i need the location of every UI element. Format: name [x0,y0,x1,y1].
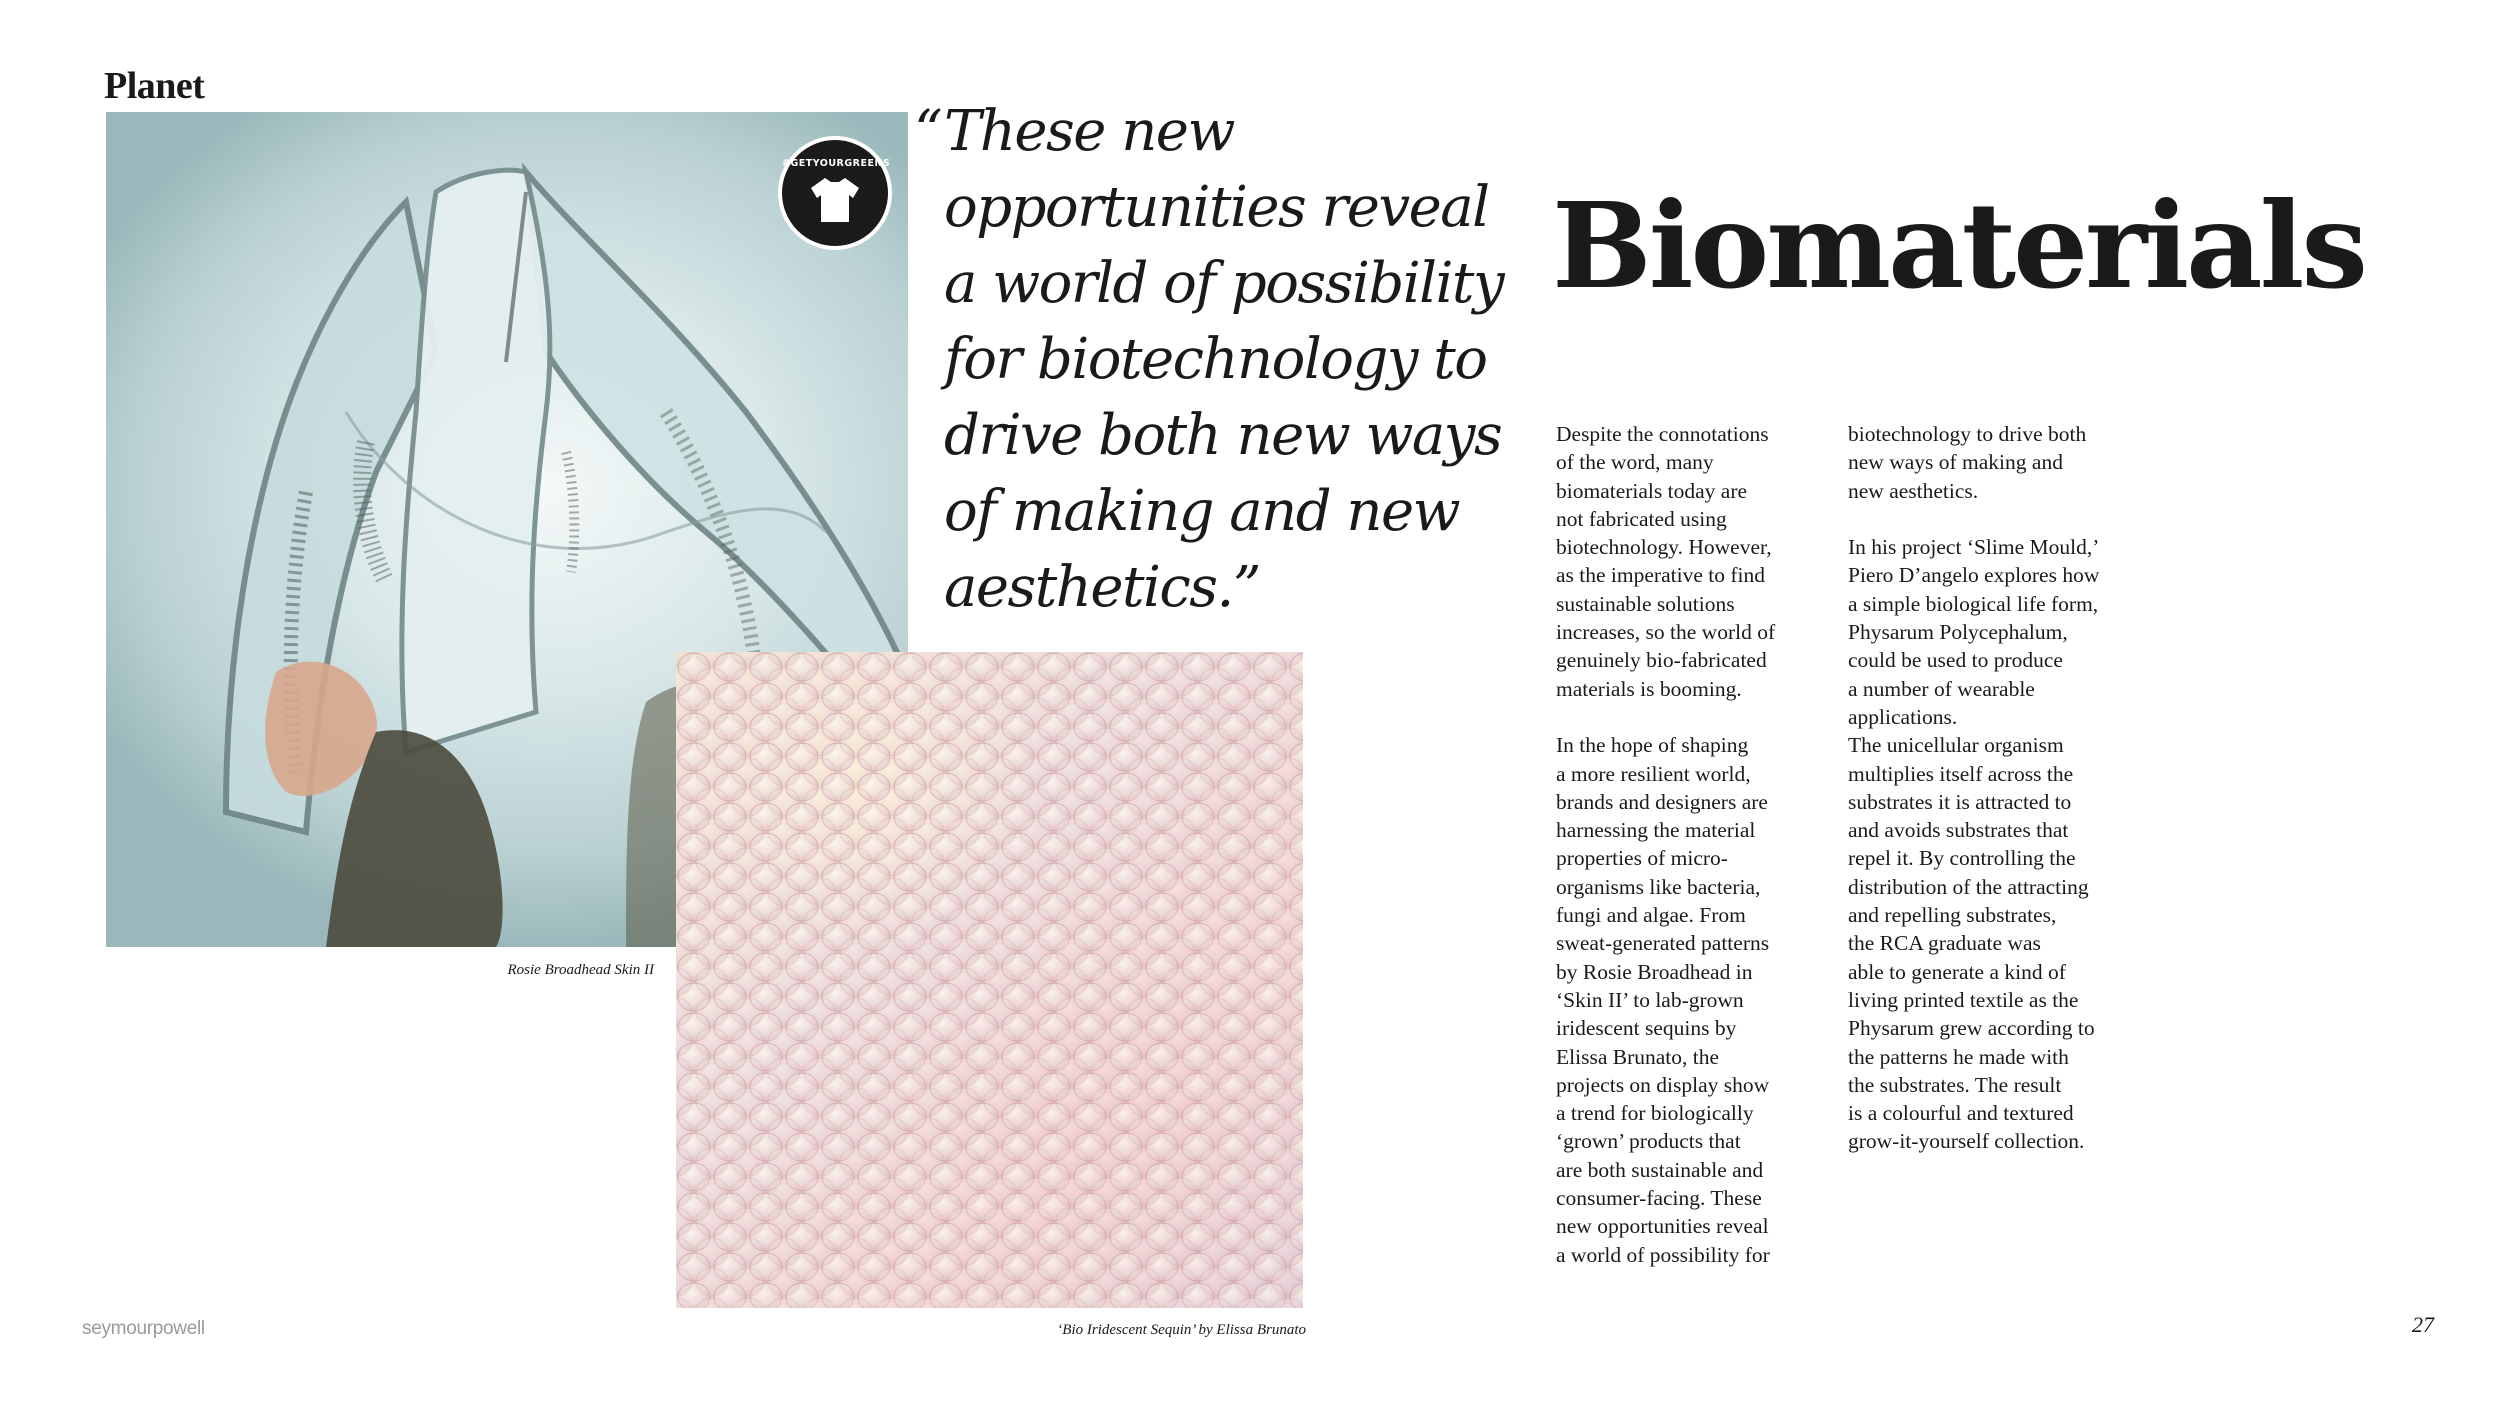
pull-quote-open-mark: “ [914,99,942,164]
pull-quote-line: a world of possibility [944,251,1504,316]
body-text-line: Physarum grew according to [1848,1016,2095,1041]
pull-quote-line: opportunities reveal [944,175,1489,240]
caption-skin-ii: Rosie Broadhead Skin II [507,962,654,978]
body-text-line: ‘grown’ products that [1556,1129,1741,1154]
pull-quote-line: drive both new ways [944,403,1502,468]
body-text-line: biotechnology. However, [1556,535,1772,560]
body-column-right [1848,420,2138,1156]
caption-bio-iridescent-sequin: ‘Bio Iridescent Sequin’ by Elissa Brunato [1057,1322,1306,1338]
body-text-line: biotechnology to drive both [1848,422,2087,446]
body-text-line: In the hope of shaping [1556,733,1749,758]
body-text-line: biomaterials today are [1556,478,1748,503]
body-column-left [1556,420,1846,1269]
body-text-line: a more resilient world, [1556,761,1751,786]
body-text-line: the patterns he made with [1848,1044,2069,1069]
body-text-line: projects on display show [1556,1072,1770,1097]
body-text-line: applications. [1848,704,1958,729]
pull-quote-line: aesthetics.” [944,555,1260,620]
body-text-line: Physarum Polycephalum, [1848,620,2068,645]
body-text-line: and repelling substrates, [1848,903,2057,928]
paragraph-break [1848,505,2138,533]
body-text-line: iridescent sequins by [1556,1016,1737,1041]
sequin-illustration [676,652,1303,1308]
body-text-line: a number of wearable [1848,676,2035,701]
body-text-line: sweat-generated patterns [1556,931,1770,956]
paragraph-break [1556,703,1846,731]
body-text-line: materials is booming. [1556,676,1742,701]
pull-quote-line: These new [944,99,1234,164]
body-text-line: as the imperative to find [1556,563,1765,588]
body-text-line: properties of micro- [1556,846,1728,871]
body-text-line: a world of possibility for [1556,1242,1770,1267]
body-text-line: the substrates. The result [1848,1072,2062,1097]
body-text-line: living printed textile as the [1848,987,2079,1012]
body-text-line: brands and designers are [1556,789,1768,814]
body-text-line: by Rosie Broadhead in [1556,959,1753,984]
body-text-line: ‘Skin II’ to lab-grown [1556,987,1744,1012]
body-text-line: new opportunities reveal [1556,1214,1769,1239]
pull-quote-line: for biotechnology to [944,327,1487,392]
body-text-line: of the word, many [1556,450,1714,475]
body-text-line: Piero D’angelo explores how [1848,563,2100,588]
pull-quote-line: of making and new [944,479,1460,544]
body-text-line: Despite the connotations [1556,422,1769,446]
photo-bio-iridescent-sequin [676,652,1303,1308]
body-text-line: are both sustainable and [1556,1157,1764,1182]
body-text-line: new aesthetics. [1848,478,1979,503]
body-text-line: new ways of making and [1848,450,2063,475]
body-text-line: not fabricated using [1556,506,1727,531]
body-text-line: able to generate a kind of [1848,959,2066,984]
body-text-line: substrates it is attracted to [1848,789,2072,814]
body-text-line: grow-it-yourself collection. [1848,1129,2085,1154]
body-text-line: and avoids substrates that [1848,818,2069,843]
getyourgreens-badge [778,136,892,250]
body-text-line: organisms like bacteria, [1556,874,1761,899]
body-text-line: could be used to produce [1848,648,2063,673]
pull-quote [914,94,1504,626]
body-text-line: Elissa Brunato, the [1556,1044,1720,1069]
footer-brand: seymourpowell [82,1318,205,1339]
body-text-line: a simple biological life form, [1848,591,2099,616]
body-text-line: the RCA graduate was [1848,931,2041,956]
body-text-line: harnessing the material [1556,818,1756,843]
body-text-line: fungi and algae. From [1556,903,1746,928]
t-shirt-icon [809,176,861,224]
body-text-line: In his project ‘Slime Mould,’ [1848,535,2100,560]
body-text-line: increases, so the world of [1556,620,1776,645]
body-text-line: is a colourful and textured [1848,1101,2074,1126]
body-text-line: a trend for biologically [1556,1101,1754,1126]
badge-text: #GETYOURGREENS [782,158,891,169]
body-text-line: repel it. By controlling the [1848,846,2076,871]
body-text-line: consumer-facing. These [1556,1186,1762,1211]
body-text-line: distribution of the attracting [1848,874,2089,899]
body-text-line: multiplies itself across the [1848,761,2074,786]
section-label: Planet [104,65,205,107]
page-title: Biomaterials [1552,176,2365,315]
page-number: 27 [2412,1312,2434,1337]
body-text-line: genuinely bio-fabricated [1556,648,1767,673]
body-text-line: The unicellular organism [1848,733,2064,758]
body-text-line: sustainable solutions [1556,591,1735,616]
